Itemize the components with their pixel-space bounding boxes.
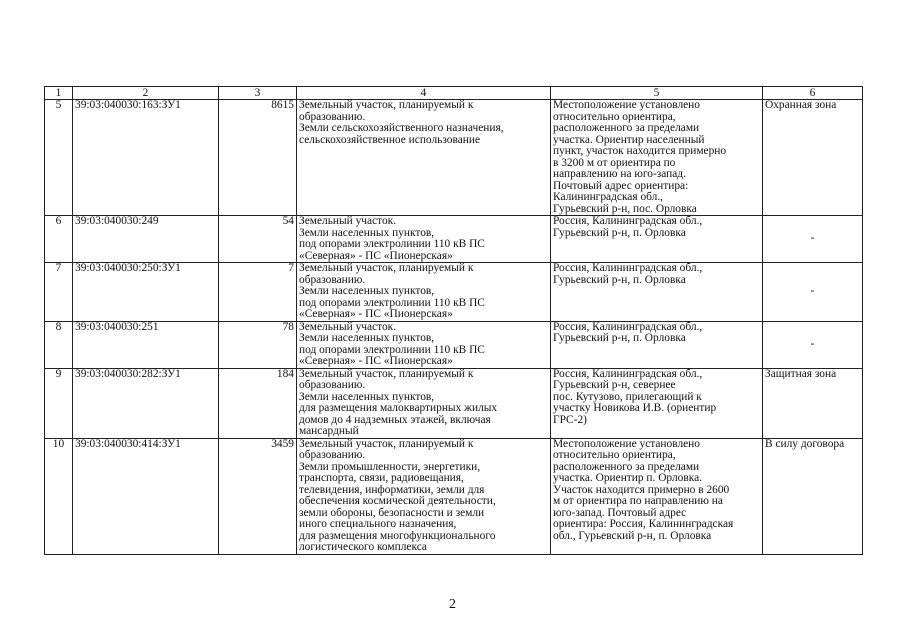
table-body [45, 100, 863, 555]
description-line: Земли сельскохозяйственного назначения, [299, 122, 504, 134]
table-row [45, 216, 863, 263]
location-line: участку Новикова И.В. (ориентир [553, 402, 717, 414]
description-line: Земельный участок, планируемый к [299, 368, 474, 380]
description-line: под опорами электролинии 110 кВ ПС [299, 238, 485, 250]
location-line: расположенного за пределами [553, 122, 700, 134]
location-line: Россия, Калининградская обл., [553, 368, 703, 380]
description-cell [297, 100, 551, 216]
description-line: Земли населенных пунктов, [299, 285, 435, 297]
land-plots-table [44, 86, 863, 555]
cadastral-number-cell: 39:03:040030:163:ЗУ1 [73, 100, 219, 216]
encumbrance-cell: - [763, 321, 863, 368]
area-cell: 7 [219, 263, 297, 322]
row-number-cell: 6 [45, 216, 73, 263]
encumbrance-cell: В силу договора [763, 438, 863, 554]
cadastral-number-cell: 39:03:040030:414:ЗУ1 [73, 438, 219, 554]
description-cell [297, 263, 551, 322]
cadastral-number-cell: 39:03:040030:251 [73, 321, 219, 368]
location-cell [551, 438, 763, 554]
header-col-1: 1 [45, 87, 73, 100]
location-line: Россия, Калининградская обл., [553, 215, 703, 227]
row-number-cell: 7 [45, 263, 73, 322]
description-cell [297, 438, 551, 554]
description-line: сельскохозяйственное использование [299, 133, 481, 146]
description-cell [297, 216, 551, 263]
location-line: расположенного за пределами [553, 460, 700, 473]
table-header-row [45, 87, 863, 100]
location-line: Местоположение установлено [553, 99, 700, 111]
location-cell [551, 263, 763, 322]
header-col-6: 6 [763, 87, 863, 100]
description-line: для размещения малоквартирных жилых [299, 402, 498, 414]
description-line: под опорами электролинии 110 кВ ПС [299, 343, 485, 356]
description-line: транспорта, связи, радиовещания, [299, 472, 464, 484]
description-line: Земельный участок. [299, 215, 397, 227]
location-line: Участок находится примерно в 2600 [553, 483, 730, 496]
description-line: мансардный [299, 425, 359, 437]
description-line: «Северная» - ПС «Пионерская» [299, 249, 453, 262]
description-line: под опорами электролинии 110 кВ ПС [299, 296, 485, 309]
description-line: иного специального назначения, [299, 518, 457, 530]
location-line: м от ориентира по направлению на [553, 495, 723, 507]
location-line: относительно ориентира, [553, 449, 676, 461]
cadastral-number-cell: 39:03:040030:249 [73, 216, 219, 263]
description-line: Земельный участок, планируемый к [299, 438, 474, 450]
description-line: телевидения, информатики, земли для [299, 483, 485, 496]
table-row [45, 321, 863, 368]
location-line: Гурьевский р-н, п. Орловка [553, 226, 686, 239]
encumbrance-cell: - [763, 216, 863, 263]
cadastral-number-cell: 39:03:040030:282:ЗУ1 [73, 368, 219, 438]
description-line: земли обороны, безопасности и земли [299, 506, 485, 519]
header-col-4: 4 [297, 87, 551, 100]
location-cell [551, 368, 763, 438]
description-line: «Северная» - ПС «Пионерская» [299, 355, 453, 367]
location-line: Гурьевский р-н, п. Орловка [553, 332, 686, 344]
table-row [45, 438, 863, 554]
area-cell: 8615 [219, 100, 297, 216]
location-cell [551, 216, 763, 263]
description-line: образованию. [299, 273, 366, 286]
description-line: Земли промышленности, энергетики, [299, 460, 481, 473]
description-cell [297, 321, 551, 368]
location-line: Гурьевский р-н, пос. Орловка [553, 202, 697, 215]
description-line: «Северная» - ПС «Пионерская» [299, 308, 453, 320]
location-line: в 3200 м от ориентира по [553, 156, 676, 169]
description-line: для размещения многофункционального [299, 529, 496, 542]
location-line: Калининградская обл., [553, 191, 664, 203]
description-line: Земельный участок, планируемый к [299, 99, 474, 111]
area-cell: 3459 [219, 438, 297, 554]
location-line: ориентира: Россия, Калининградская [553, 518, 734, 530]
header-col-3: 3 [219, 87, 297, 100]
description-line: образованию. [299, 379, 366, 391]
location-line: Гурьевский р-н, п. Орловка [553, 273, 686, 286]
encumbrance-cell: Защитная зона [763, 368, 863, 438]
location-line: относительно ориентира, [553, 110, 676, 123]
row-number-cell: 5 [45, 100, 73, 216]
description-line: Земельный участок, планируемый к [299, 262, 474, 274]
row-number-cell: 8 [45, 321, 73, 368]
area-cell: 184 [219, 368, 297, 438]
description-line: Земли населенных пунктов, [299, 390, 435, 403]
location-line: участка. Ориентир населенный [553, 133, 705, 146]
area-cell: 78 [219, 321, 297, 368]
header-col-5: 5 [551, 87, 763, 100]
description-line: Земельный участок. [299, 321, 397, 333]
location-line: юго-запад. Почтовый адрес [553, 506, 687, 519]
header-col-2: 2 [73, 87, 219, 100]
description-cell [297, 368, 551, 438]
description-line: образованию. [299, 110, 366, 123]
page-number: 2 [449, 597, 456, 612]
description-line: Земли населенных пунктов, [299, 226, 435, 239]
location-line: Россия, Калининградская обл., [553, 321, 703, 333]
table-row [45, 100, 863, 216]
location-line: направлению на юго-запад. [553, 168, 686, 180]
location-cell [551, 100, 763, 216]
location-line: пункт, участок находится примерно [553, 145, 727, 157]
description-line: домов до 4 надземных этажей, включая [299, 413, 491, 426]
location-cell [551, 321, 763, 368]
description-line: обеспечения космической деятельности, [299, 495, 496, 507]
location-line: участка. Ориентир п. Орловка. [553, 472, 702, 484]
table-row [45, 368, 863, 438]
cadastral-number-cell: 39:03:040030:250:ЗУ1 [73, 263, 219, 322]
encumbrance-cell: - [763, 263, 863, 322]
location-line: Россия, Калининградская обл., [553, 262, 703, 274]
location-line: пос. Кутузово, прилегающий к [553, 390, 702, 403]
location-line: Местоположение установлено [553, 438, 700, 450]
table-row [45, 263, 863, 322]
description-line: образованию. [299, 449, 366, 461]
area-cell: 54 [219, 216, 297, 263]
location-line: Гурьевский р-н, севернее [553, 379, 676, 391]
row-number-cell: 9 [45, 368, 73, 438]
row-number-cell: 10 [45, 438, 73, 554]
location-line: обл., Гурьевский р-н, п. Орловка [553, 529, 712, 542]
location-line: ГРС-2) [553, 413, 587, 426]
description-line: логистического комплекса [299, 541, 427, 553]
encumbrance-cell: Охранная зона [763, 100, 863, 216]
location-line: Почтовый адрес ориентира: [553, 179, 689, 192]
description-line: Земли населенных пунктов, [299, 332, 435, 344]
